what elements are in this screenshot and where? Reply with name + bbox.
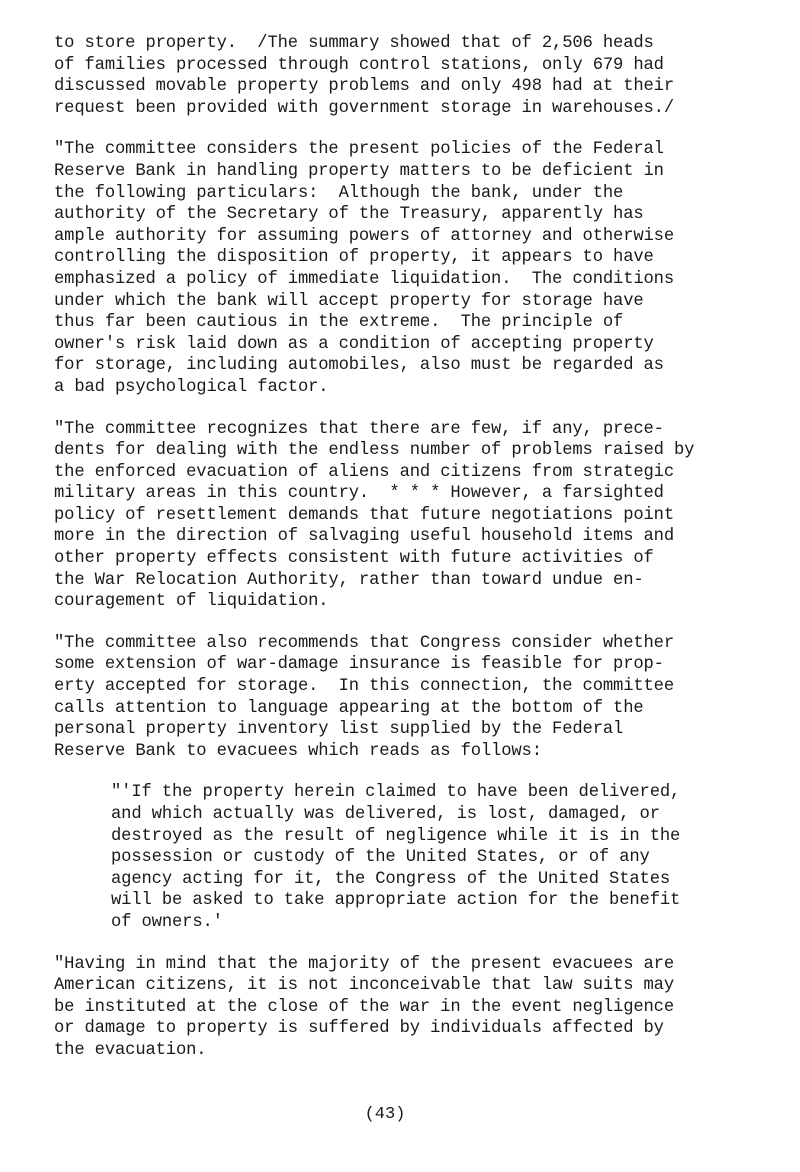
- text-line: request been provided with government storage in warehouses./: [54, 98, 675, 118]
- text-line: the enforced evacuation of aliens and citizens from strategic: [54, 462, 675, 482]
- text-line: erty accepted for storage. In this connection, the committee: [54, 677, 675, 697]
- page-number: (43): [364, 1105, 406, 1124]
- paragraph: [54, 954, 774, 1062]
- text-line: possession or custody of the United States, or of any: [111, 848, 650, 868]
- text-line: for storage, including automobiles, also must be regarded as: [54, 356, 664, 376]
- text-line: thus far been cautious in the extreme. The principle of: [54, 313, 624, 333]
- text-line: "Having in mind that the majority of the present evacuees are: [54, 954, 675, 974]
- text-line: Reserve Bank in handling property matters to be deficient in: [54, 161, 664, 181]
- text-line: ample authority for assuming powers of attorney and otherwise: [54, 226, 675, 246]
- text-line: owner's risk laid down as a condition of accepting property: [54, 334, 654, 354]
- text-line: couragement of liquidation.: [54, 592, 329, 612]
- paragraph: [54, 419, 774, 613]
- text-line: and which actually was delivered, is lost, damaged, or: [111, 805, 660, 824]
- text-line: other property effects consistent with future activities of: [54, 549, 654, 569]
- paragraph: [54, 633, 774, 763]
- text-line: military areas in this country. * * * However, a farsighted: [54, 484, 664, 504]
- text-line: "The committee also recommends that Congress consider whether: [54, 633, 675, 653]
- text-line: or damage to property is suffered by individuals affected by: [54, 1019, 664, 1039]
- text-line: authority of the Secretary of the Treasury, apparently has: [54, 205, 644, 225]
- paragraph: [54, 139, 774, 398]
- text-line: "The committee considers the present policies of the Federal: [54, 140, 664, 160]
- text-line: agency acting for it, the Congress of the United States: [111, 869, 671, 889]
- text-line: dents for dealing with the endless number of problems raised by: [54, 441, 695, 461]
- text-line: the War Relocation Authority, rather than toward undue en-: [54, 570, 644, 590]
- text-line: the following particulars: Although the bank, under the: [54, 183, 624, 203]
- text-line: under which the bank will accept property for storage have: [54, 291, 644, 311]
- text-line: Reserve Bank to evacuees which reads as follows:: [54, 741, 542, 761]
- text-line: of owners.': [111, 912, 223, 932]
- text-line: "'If the property herein claimed to have been delivered,: [111, 783, 681, 803]
- document-page: [54, 33, 774, 1082]
- text-line: controlling the disposition of property, it appears to have: [54, 248, 654, 268]
- text-line: of families processed through control stations, only 679 had: [54, 55, 664, 75]
- block-quote: [111, 782, 774, 933]
- text-line: the evacuation.: [54, 1040, 207, 1060]
- text-line: destroyed as the result of negligence while it is in the: [111, 826, 681, 846]
- text-line: policy of resettlement demands that future negotiations point: [54, 505, 675, 525]
- text-line: more in the direction of salvaging useful household items and: [54, 527, 675, 547]
- text-line: to store property. /The summary showed that of 2,506 heads: [54, 34, 654, 53]
- text-line: emphasized a policy of immediate liquidation. The conditions: [54, 269, 675, 289]
- text-line: American citizens, it is not inconceivable that law suits may: [54, 976, 675, 996]
- text-line: will be asked to take appropriate action for the benefit: [111, 891, 681, 911]
- text-line: discussed movable property problems and only 498 had at their: [54, 77, 675, 97]
- paragraph: [54, 33, 774, 119]
- text-line: "The committee recognizes that there are few, if any, prece-: [54, 419, 664, 439]
- text-line: calls attention to language appearing at the bottom of the: [54, 698, 644, 718]
- text-line: be instituted at the close of the war in the event negligence: [54, 997, 675, 1017]
- text-line: personal property inventory list supplied by the Federal: [54, 720, 624, 740]
- text-line: a bad psychological factor.: [54, 377, 329, 397]
- text-line: some extension of war-damage insurance is feasible for prop-: [54, 655, 664, 675]
